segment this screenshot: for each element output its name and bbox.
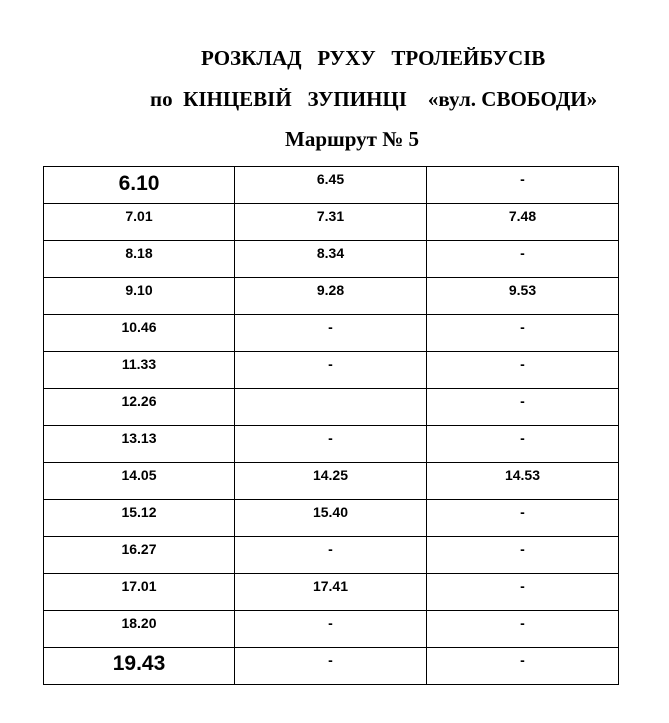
schedule-table [43, 166, 619, 685]
table-cell [427, 574, 619, 611]
table-cell [427, 648, 619, 685]
table-cell [235, 500, 427, 537]
departure-time: - [520, 578, 525, 594]
departure-time: 6.10 [118, 172, 160, 195]
table-cell [427, 537, 619, 574]
departure-time: - [520, 430, 525, 446]
departure-time: 14.53 [504, 467, 541, 483]
table-cell [235, 648, 427, 685]
table-cell [427, 167, 619, 204]
route-heading: Маршрут № 5 [285, 127, 420, 151]
table-cell [427, 204, 619, 241]
departure-time: 14.05 [121, 467, 157, 483]
page-title: РОЗКЛАД РУХУ ТРОЛЕЙБУСІВ [201, 46, 546, 70]
table-row [44, 463, 619, 500]
departure-time: 14.25 [312, 467, 349, 483]
departure-time: - [520, 393, 525, 409]
table-cell [427, 389, 619, 426]
table-cell [427, 352, 619, 389]
table-row [44, 500, 619, 537]
departure-time: - [520, 245, 525, 261]
departure-time: 16.27 [121, 541, 157, 557]
table-cell [44, 426, 235, 463]
table-cell [235, 315, 427, 352]
departure-time: - [520, 356, 525, 372]
table-cell [235, 611, 427, 648]
departure-time: - [328, 541, 333, 557]
departure-time: 12.26 [121, 393, 157, 409]
table-cell [427, 426, 619, 463]
departure-time: - [328, 615, 333, 631]
table-cell [235, 278, 427, 315]
departure-time: 19.43 [112, 652, 166, 675]
departure-time: 8.18 [125, 245, 153, 261]
table-cell [235, 389, 427, 426]
table-row [44, 426, 619, 463]
departure-time: 7.31 [316, 208, 345, 224]
table-cell [427, 611, 619, 648]
departure-time: - [520, 171, 525, 187]
departure-time [235, 389, 426, 394]
table-row [44, 352, 619, 389]
table-cell [44, 574, 235, 611]
table-cell [44, 278, 235, 315]
departure-time: 8.34 [316, 245, 345, 261]
departure-time: - [520, 615, 525, 631]
departure-time: 13.13 [121, 430, 157, 446]
table-row [44, 389, 619, 426]
table-cell [44, 315, 235, 352]
table-cell [44, 463, 235, 500]
departure-time: 7.48 [508, 208, 537, 224]
departure-time: - [520, 319, 525, 335]
departure-time: - [520, 652, 525, 668]
departure-time: 9.10 [125, 282, 153, 298]
departure-time: - [520, 504, 525, 520]
departure-time: 17.41 [312, 578, 349, 594]
departure-time: 9.53 [508, 282, 537, 298]
table-cell [427, 241, 619, 278]
table-cell [44, 537, 235, 574]
table-row [44, 315, 619, 352]
table-cell [427, 463, 619, 500]
table-cell [427, 278, 619, 315]
departure-time: 15.40 [312, 504, 349, 520]
departure-time: - [328, 652, 333, 668]
table-cell [235, 241, 427, 278]
table-cell [44, 648, 235, 685]
departure-time: 18.20 [121, 615, 157, 631]
departure-time: 11.33 [121, 356, 157, 372]
departure-time: 7.01 [125, 208, 153, 224]
departure-time: 9.28 [316, 282, 345, 298]
table-cell [44, 611, 235, 648]
departure-time: - [328, 356, 333, 372]
departure-time: 17.01 [121, 578, 157, 594]
table-cell [235, 537, 427, 574]
table-row [44, 537, 619, 574]
table-row [44, 574, 619, 611]
table-cell [44, 167, 235, 204]
departure-time: - [520, 541, 525, 557]
departure-time: - [328, 430, 333, 446]
table-cell [235, 204, 427, 241]
table-cell [235, 352, 427, 389]
table-row [44, 611, 619, 648]
table-cell [427, 500, 619, 537]
table-cell [44, 500, 235, 537]
table-cell [235, 426, 427, 463]
table-cell [235, 574, 427, 611]
table-row [44, 241, 619, 278]
departure-time: 15.12 [121, 504, 157, 520]
table-cell [235, 167, 427, 204]
table-cell [44, 389, 235, 426]
table-cell [44, 241, 235, 278]
table-cell [427, 315, 619, 352]
table-cell [44, 352, 235, 389]
table-cell [44, 204, 235, 241]
stop-name-heading: по КІНЦЕВІЙ ЗУПИНЦІ «вул. СВОБОДИ» [150, 87, 598, 111]
table-row [44, 278, 619, 315]
table-cell [235, 463, 427, 500]
table-row [44, 167, 619, 204]
departure-time: 10.46 [121, 319, 157, 335]
table-row [44, 204, 619, 241]
departure-time: - [328, 319, 333, 335]
table-row [44, 648, 619, 685]
departure-time: 6.45 [316, 171, 345, 187]
